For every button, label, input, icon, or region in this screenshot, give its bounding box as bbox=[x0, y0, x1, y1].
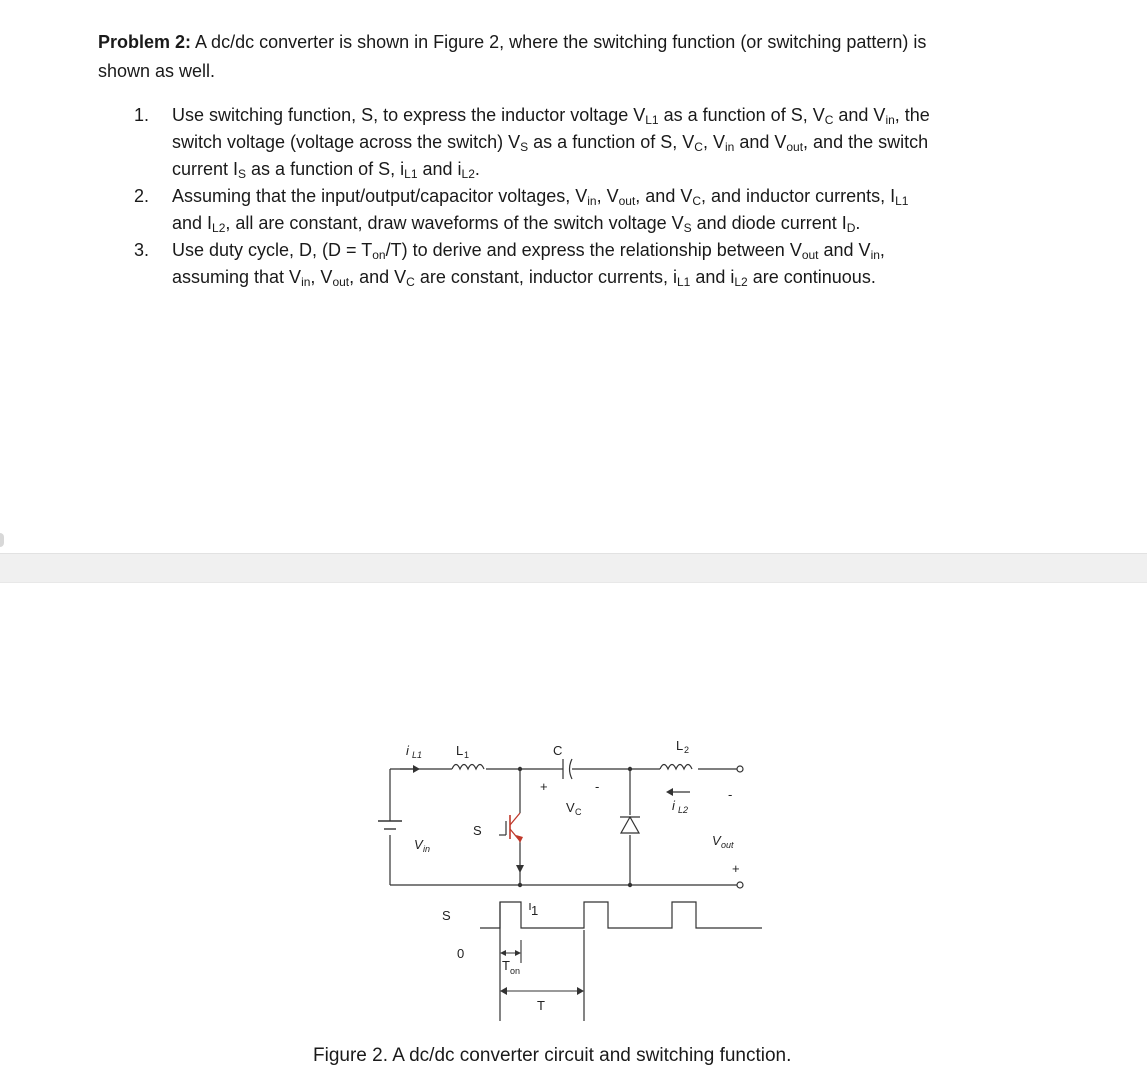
subscript: L2 bbox=[212, 221, 226, 235]
label-voltage-sub-c: C bbox=[575, 807, 582, 817]
task-text: . bbox=[474, 159, 480, 179]
label-inductor-sub-1: 1 bbox=[464, 750, 470, 760]
task-text: as a function of S, i bbox=[246, 159, 405, 179]
label-minus: - bbox=[728, 787, 733, 802]
subscript: out bbox=[786, 140, 804, 154]
inductor-l1 bbox=[452, 765, 484, 770]
problem-intro-line2: shown as well. bbox=[98, 61, 216, 81]
label-voltage-v: V bbox=[414, 837, 423, 852]
task-text: , and V bbox=[635, 186, 693, 206]
subscript: S bbox=[238, 167, 247, 181]
task-text: , V bbox=[310, 267, 333, 287]
label-ton-sub: on bbox=[510, 966, 521, 976]
label-switch: S bbox=[473, 823, 482, 838]
task-number: 2. bbox=[134, 186, 150, 206]
problem-statement bbox=[98, 28, 1078, 86]
subscript: in bbox=[885, 113, 895, 127]
task-text: are continuous. bbox=[747, 267, 876, 287]
problem-title: Problem 2: bbox=[98, 32, 192, 52]
task-text: , and the switch bbox=[803, 132, 929, 152]
task-text: Assuming that the input/output/capacitor voltages, V bbox=[172, 186, 588, 206]
label-plus: + bbox=[540, 779, 548, 794]
period-dimension bbox=[500, 987, 584, 995]
task-text: and i bbox=[417, 159, 462, 179]
label-current-sub-l2: L2 bbox=[678, 805, 689, 815]
subscript: out bbox=[332, 275, 350, 289]
task-text: , V bbox=[702, 132, 725, 152]
inductor-l2 bbox=[660, 765, 692, 770]
subscript: C bbox=[406, 275, 415, 289]
label-inductor-l: L bbox=[676, 738, 684, 753]
label-minus: - bbox=[595, 779, 600, 794]
task-text: switch voltage (voltage across the switch) V bbox=[172, 132, 521, 152]
task-text: and V bbox=[734, 132, 787, 152]
label-voltage-sub-out: out bbox=[721, 840, 734, 850]
junction-nodes bbox=[518, 767, 632, 887]
subscript: in bbox=[587, 194, 597, 208]
capacitor-symbol bbox=[563, 759, 572, 779]
task-text: and i bbox=[690, 267, 735, 287]
subscript: L1 bbox=[676, 275, 691, 289]
task-number: 1. bbox=[134, 105, 150, 125]
task-item-2 bbox=[134, 183, 1054, 237]
task-list bbox=[134, 102, 1054, 291]
label-inductor-sub-2: 2 bbox=[684, 745, 690, 755]
label-plus: + bbox=[732, 861, 740, 876]
page-break-separator bbox=[0, 553, 1147, 583]
subscript: C bbox=[694, 140, 703, 154]
figure-caption: Figure 2. A dc/dc converter circuit and switching function. bbox=[313, 1045, 792, 1066]
subscript: S bbox=[520, 140, 529, 154]
subscript: L1 bbox=[404, 167, 418, 181]
task-text: and diode current I bbox=[691, 213, 847, 233]
label-current-i: i bbox=[672, 798, 675, 813]
label-voltage-v: V bbox=[566, 800, 575, 815]
task-text: , all are constant, draw waveforms of the switch voltage V bbox=[225, 213, 684, 233]
subscript: out bbox=[801, 248, 819, 262]
label-current-i: i bbox=[406, 743, 409, 758]
label-capacitor: C bbox=[553, 743, 563, 758]
label-period-t: T bbox=[537, 998, 545, 1013]
subscript: C bbox=[824, 113, 834, 127]
circuit-figure bbox=[360, 725, 780, 1030]
diode-symbol bbox=[620, 817, 640, 833]
subscript: L2 bbox=[734, 275, 748, 289]
subscript: S bbox=[683, 221, 692, 235]
battery-symbol bbox=[378, 821, 402, 829]
task-text: are constant, inductor currents, i bbox=[414, 267, 677, 287]
task-text: , and V bbox=[349, 267, 407, 287]
task-text: . bbox=[855, 213, 861, 233]
subscript: in bbox=[870, 248, 880, 262]
task-item-3 bbox=[134, 237, 1054, 291]
switching-waveform bbox=[480, 902, 762, 1021]
label-voltage-v: V bbox=[712, 833, 721, 848]
subscript: on bbox=[372, 248, 386, 262]
label-current-sub-l1: L1 bbox=[412, 750, 423, 760]
task-text: and V bbox=[833, 105, 886, 125]
task-item-1 bbox=[134, 102, 1054, 183]
task-text: and V bbox=[818, 240, 871, 260]
label-ton-t: T bbox=[502, 958, 510, 973]
subscript: in bbox=[724, 140, 735, 154]
task-number: 3. bbox=[134, 240, 150, 260]
current-arrow-il2 bbox=[666, 788, 690, 796]
subscript: C bbox=[692, 194, 702, 208]
task-text: and I bbox=[172, 213, 213, 233]
label-inductor-l: L bbox=[456, 743, 464, 758]
problem-intro-line1: A dc/dc converter is shown in Figure 2, where the switching function (or switching pattern) is bbox=[191, 32, 927, 52]
task-text: , and inductor currents, I bbox=[701, 186, 896, 206]
label-wave-zero: 0 bbox=[457, 946, 465, 961]
circuit-wires bbox=[390, 769, 738, 885]
task-text: , bbox=[879, 240, 885, 260]
subscript: L1 bbox=[895, 194, 909, 208]
task-text: current I bbox=[172, 159, 239, 179]
page-edge-marker bbox=[0, 533, 4, 547]
task-text: assuming that V bbox=[172, 267, 302, 287]
label-wave-s: S bbox=[442, 908, 451, 923]
subscript: D bbox=[846, 221, 856, 235]
task-text: , the bbox=[894, 105, 930, 125]
task-text: /T) to derive and express the relationship between V bbox=[385, 240, 802, 260]
label-wave-one: 1 bbox=[531, 903, 539, 918]
subscript: out bbox=[618, 194, 636, 208]
task-text: as a function of S, V bbox=[658, 105, 825, 125]
label-voltage-sub-in: in bbox=[423, 844, 431, 854]
subscript: L2 bbox=[461, 167, 475, 181]
subscript: in bbox=[301, 275, 311, 289]
current-arrow-il1 bbox=[400, 765, 420, 773]
task-text: Use switching function, S, to express the inductor voltage V bbox=[172, 105, 646, 125]
subscript: L1 bbox=[645, 113, 659, 127]
task-text: as a function of S, V bbox=[528, 132, 695, 152]
task-text: , V bbox=[596, 186, 619, 206]
task-text: Use duty cycle, D, (D = T bbox=[172, 240, 373, 260]
